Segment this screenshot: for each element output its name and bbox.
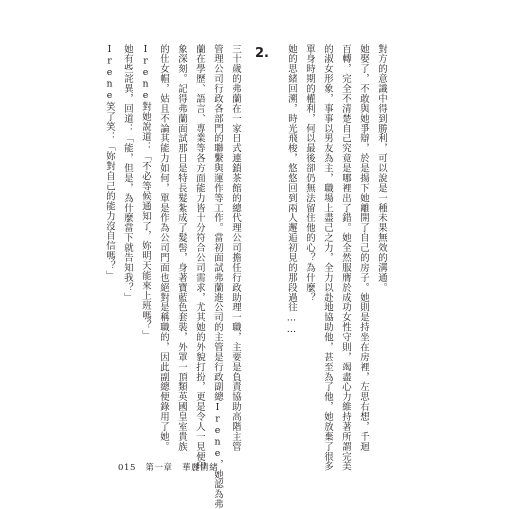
bottom-line-3: 蘭在學歷、語言、專業等各方面能力皆十分符合公司需求，尤其她的外貌打扮，更是令人一見便印 <box>194 44 205 472</box>
top-line-6: 她的思緒回溯，時光飛梭，悠悠回到兩人邂逅初見的那段過往…… <box>286 44 297 336</box>
chapter-label: 第一章 <box>145 463 173 473</box>
top-line-3: 百轉，完全不清楚自己究竟是哪裡出了錯。她全然服膺於成功女性守則，竭盡心力維持著所謂完美 <box>340 44 351 472</box>
section-number: 2. <box>255 46 269 61</box>
bottom-line-1: 三十歲的弗蘭在一家日式連鎖茶館的總代理公司擔任行政助理一職，主要是負責協助高階主管 <box>230 44 241 452</box>
top-line-2: 她娶了，不敢與她爭辯，於是揚下她離開了自己的房子。她則是持坐在房裡，左思右想，千迴 <box>358 44 369 452</box>
page-footer <box>118 461 224 473</box>
chapter-title: 華麗情緒 <box>181 463 219 473</box>
top-line-5: 單身時期的權利，何以最後卻仍無法留住他的心？為什麼？ <box>304 44 315 303</box>
bottom-line-2: 管理公司行政各部門的聯繫與運作等工作。當初面試弗蘭進公司的主管是行政副總Irene，她認為弗 <box>212 44 223 509</box>
bottom-line-5: 的仕女帽，姑且不論其能力如何，單是作為公司門面也絕對是稱職的，因此副總便錄用了她。 <box>158 44 169 452</box>
bottom-line-4: 象深刻。記得弗蘭面試那日是特長髮紮成了髮髻，身著寶藍色套裝，外罩一頂類英國皇室貴族 <box>176 44 187 452</box>
page-number: 015 <box>118 463 137 473</box>
top-line-1: 對方的意識中得到勝利，可以說是一種未果無效的溝通。 <box>376 44 387 293</box>
top-line-4: 的淑女形象，事事以男友為主，職場上盡己之力，全力以赴地協助他，甚至為了他，她放棄了很多 <box>322 44 333 472</box>
bottom-line-6: Irene對她說道：「不必等候通知了，妳明天能來上班嗎？」 <box>140 44 151 341</box>
bottom-line-8: Irene笑了笑：「妳對自己的能力沒自信嗎？」 <box>104 44 115 281</box>
bottom-line-7: 她有些詫異，回道：「能，但是，為什麼當下就告知我？」 <box>122 44 133 303</box>
